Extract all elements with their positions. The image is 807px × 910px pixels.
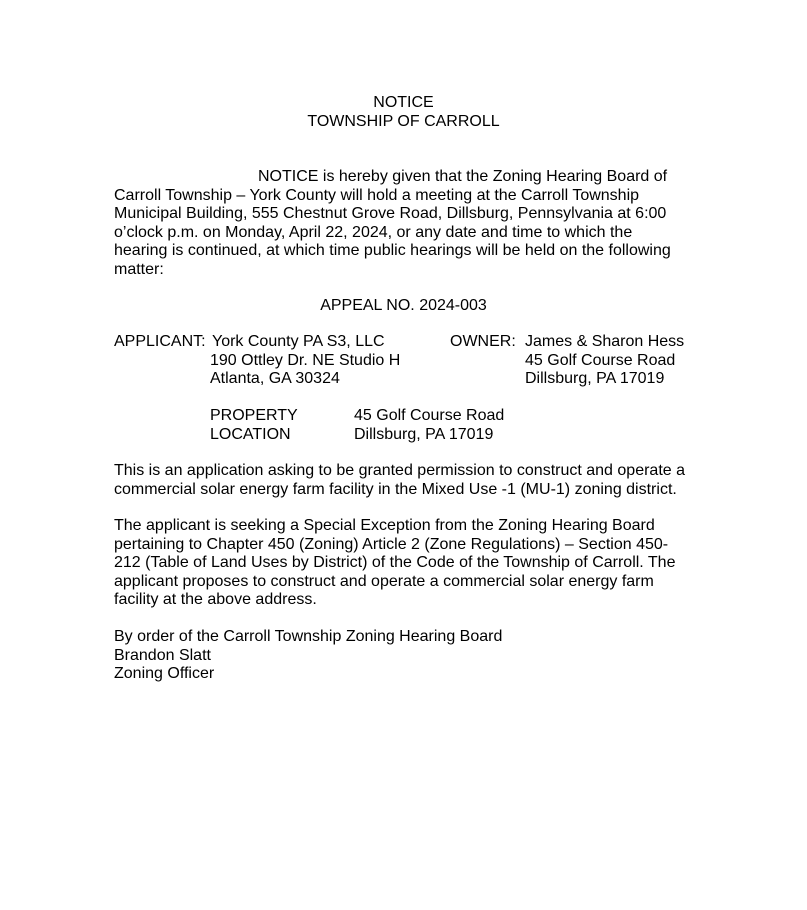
township-heading: TOWNSHIP OF CARROLL: [307, 112, 500, 130]
intro-line-2: Carroll Township – York County will hold a meeting at the Carroll Township: [114, 186, 640, 204]
applicant-name: York County PA S3, LLC: [212, 333, 385, 350]
appeal-number: APPEAL NO. 2024-003: [320, 297, 487, 314]
intro-line-6: matter:: [114, 260, 164, 278]
paragraph-2-line-4: applicant proposes to construct and operate a commercial solar energy farm: [114, 572, 654, 590]
intro-line-3: Municipal Building, 555 Chestnut Grove Road, Dillsburg, Pennsylvania at 6:00: [114, 205, 667, 222]
paragraph-1-line-1: This is an application asking to be granted permission to construct and operate a: [114, 462, 685, 479]
property-label-1: PROPERTY: [210, 407, 298, 424]
property-address-1: 45 Golf Course Road: [354, 407, 505, 424]
property-address-2: Dillsburg, PA 17019: [354, 425, 494, 443]
owner-address-2: Dillsburg, PA 17019: [525, 370, 665, 387]
owner-name: James & Sharon Hess: [525, 333, 685, 350]
intro-line-4: o’clock p.m. on Monday, April 22, 2024, or any date and time to which the: [114, 223, 633, 241]
applicant-address-2: Atlanta, GA 30324: [210, 370, 340, 387]
paragraph-2-line-5: facility at the above address.: [114, 591, 317, 608]
intro-line-1: NOTICE is hereby given that the Zoning Hearing Board of: [258, 168, 668, 185]
owner-label: OWNER:: [450, 333, 516, 350]
paragraph-2-line-2: pertaining to Chapter 450 (Zoning) Article 2 (Zone Regulations) – Section 450-: [114, 535, 669, 553]
intro-line-5: hearing is continued, at which time public hearings will be held on the following: [114, 242, 671, 259]
applicant-address-1: 190 Ottley Dr. NE Studio H: [210, 351, 401, 369]
paragraph-2-line-1: The applicant is seeking a Special Exception from the Zoning Hearing Board: [114, 517, 655, 534]
signature-title: Zoning Officer: [114, 665, 215, 682]
signature-name: Brandon Slatt: [114, 646, 211, 664]
applicant-label: APPLICANT:: [114, 333, 206, 350]
property-label-2: LOCATION: [210, 425, 291, 443]
paragraph-2-line-3: 212 (Table of Land Uses by District) of the Code of the Township of Carroll. The: [114, 554, 676, 571]
paragraph-1-line-2: commercial solar energy farm facility in the Mixed Use -1 (MU-1) zoning district.: [114, 480, 677, 498]
notice-heading: NOTICE: [373, 94, 434, 111]
signature-order-line: By order of the Carroll Township Zoning Hearing Board: [114, 628, 503, 645]
owner-address-1: 45 Golf Course Road: [525, 351, 676, 369]
